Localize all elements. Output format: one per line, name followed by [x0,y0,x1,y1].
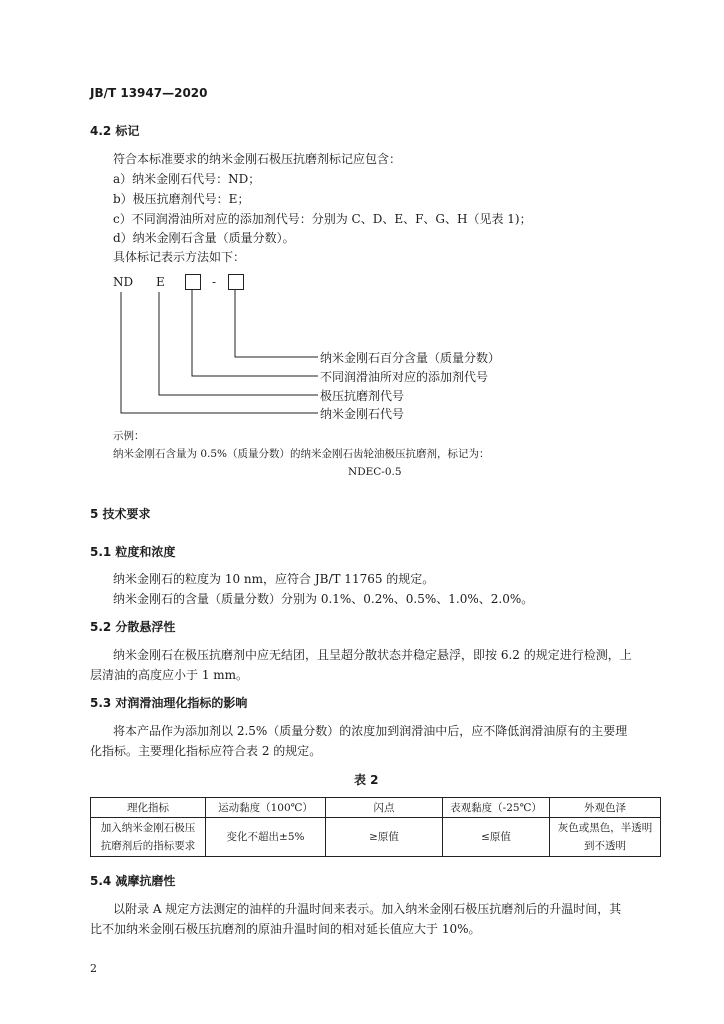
table-cell-apparent-viscosity: ≤原值 [443,818,550,857]
diagram-label-ep-agent: 极压抗磨剂代号 [320,389,405,403]
table-header-cell: 表观黏度（-25℃） [443,798,550,818]
row-label-line-1: 加入纳米金刚石极压 [100,822,196,834]
table-row [91,818,661,857]
diagram-code-e: E [156,275,165,289]
document-number: JB/T 13947—2020 [90,86,208,100]
example-text: 纳米金刚石含量为 0.5%（质量分数）的纳米金刚石齿轮油极压抗磨剂，标记为： [113,448,490,460]
marking-item-a: a）纳米金刚石代号：ND； [113,172,261,186]
table-cell-flash-point: ≥原值 [326,818,443,857]
leader-line-additive [192,290,318,376]
granularity-line-2: 纳米金刚石的含量（质量分数）分别为 0.1%、0.2%、0.5%、1.0%、2.0%。 [113,592,534,606]
section-heading-4-2: 4.2 标记 [90,124,140,138]
table-header-cell: 外观色泽 [550,798,661,818]
example-code: NDEC-0.5 [348,466,402,478]
page-number: 2 [90,962,97,975]
dispersion-line-2: 层清油的高度应小于 1 mm。 [90,668,249,682]
table-2 [90,797,661,857]
table-header-row [91,798,661,818]
diagram-label-nanodiamond: 纳米金刚石代号 [320,407,405,421]
granularity-line-1: 纳米金刚石的粒度为 10 nm，应符合 JB/T 11765 的规定。 [113,572,435,586]
table-header-cell: 闪点 [326,798,443,818]
diagram-label-additive: 不同润滑油所对应的添加剂代号 [320,370,489,384]
marking-item-b: b）极压抗磨剂代号：E； [113,192,250,206]
marking-item-d: d）纳米金刚石含量（质量分数）。 [113,231,295,245]
section-heading-5: 5 技术要求 [90,507,151,521]
table-row-label [91,818,206,857]
section-heading-5-1: 5.1 粒度和浓度 [90,545,176,559]
section-heading-5-4: 5.4 减摩抗磨性 [90,874,176,888]
table-cell-viscosity: 变化不超出±5% [206,818,326,857]
example-label: 示例： [113,430,145,442]
marking-intro: 符合本标准要求的纳米金刚石极压抗磨剂标记应包含： [113,152,402,166]
table-2-title: 表 2 [354,773,379,787]
antiwear-line-1: 以附录 A 规定方法测定的油样的升温时间来表示。加入纳米金刚石极压抗磨剂后的升温时间，其 [113,902,622,916]
appearance-line-2: 到不透明 [584,840,626,852]
marking-item-c: c）不同润滑油所对应的添加剂代号：分别为 C、D、E、F、G、H（见表 1)； [113,212,532,226]
leader-line-ep-agent [159,292,318,395]
row-label-line-2: 抗磨剂后的指标要求 [100,840,196,852]
table-header-cell: 理化指标 [91,798,206,818]
dispersion-line-1: 纳米金刚石在极压抗磨剂中应无结团，且呈超分散状态并稳定悬浮，即按 6.2 的规定进行检测，上 [113,648,632,662]
lubricant-effect-line-2: 化指标。主要理化指标应符合表 2 的规定。 [90,744,322,758]
antiwear-line-2: 比不加纳米金刚石极压抗磨剂的原油升温时间的相对延长值应大于 10%。 [90,922,481,936]
section-heading-5-2: 5.2 分散悬浮性 [90,620,176,634]
diagram-code-nd: ND [113,275,134,289]
diagram-dash: - [212,275,217,289]
table-cell-appearance [550,818,661,857]
lubricant-effect-line-1: 将本产品作为添加剂以 2.5%（质量分数）的浓度加到润滑油中后，应不降低润滑油原有的主要理 [113,724,628,738]
diagram-label-content: 纳米金刚石百分含量（质量分数） [320,351,501,365]
appearance-line-1: 灰色或黑色，半透明 [557,822,653,834]
section-heading-5-3: 5.3 对润滑油理化指标的影响 [90,696,248,710]
marking-method-intro: 具体标记表示方法如下： [113,250,246,264]
table-header-cell: 运动黏度（100℃） [206,798,326,818]
leader-line-content [235,290,318,357]
